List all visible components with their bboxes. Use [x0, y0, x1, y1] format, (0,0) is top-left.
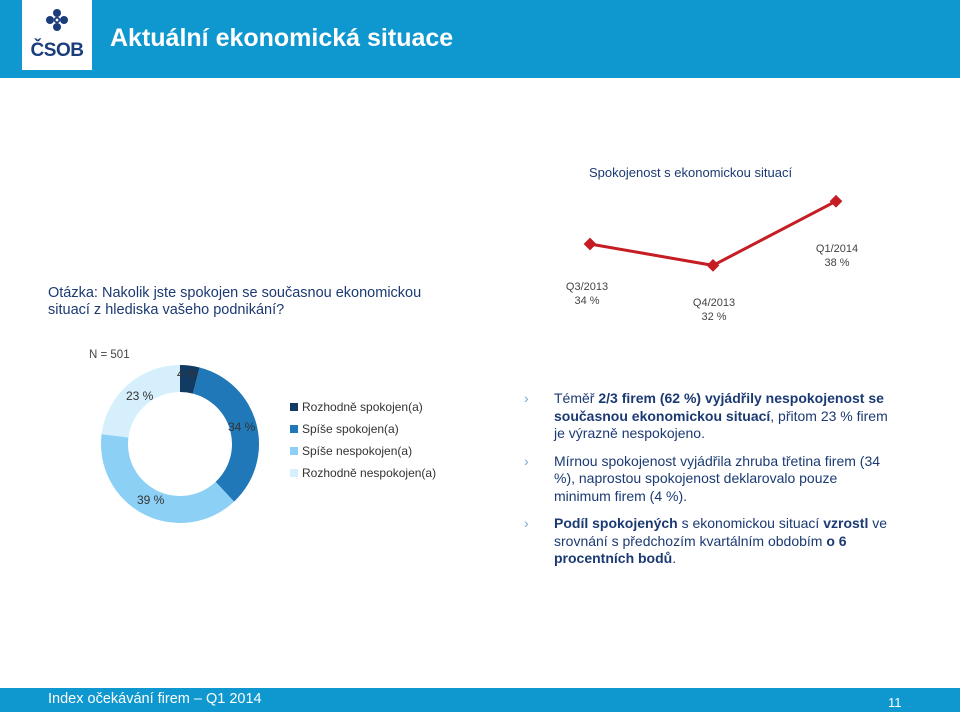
line-chart-title: Spokojenost s ekonomickou situací [589, 165, 793, 180]
finding-3 [524, 515, 894, 568]
donut-slice-2 [193, 367, 259, 501]
key-findings [524, 390, 894, 578]
donut-value-label-1: 4 % [177, 367, 198, 381]
finding-text-bold: o 6 procentních bodů [554, 532, 847, 566]
survey-question: Otázka: Nakolik jste spokojen se současnou ekonomickou situací z hlediska vašeho podnikání? [48, 285, 422, 318]
legend-swatch [290, 469, 298, 477]
legend-label: Spíše spokojen(a) [302, 422, 399, 436]
finding-text: Mírnou spokojenost vyjádřila zhruba třetina firem (34 %), naprostou spokojenost deklarovalo pouze minimum firem (4 %). [554, 452, 881, 504]
legend-item [290, 396, 436, 418]
finding-2 [524, 453, 894, 506]
finding-text-bold: vzrostl [823, 515, 869, 531]
donut-value-label-3: 39 % [137, 493, 165, 507]
chevron-right-icon: › [524, 390, 529, 406]
donut-value-label-2: 34 % [228, 420, 256, 434]
line-x-label: Q1/2014 [815, 243, 859, 255]
line-x-label: Q3/2013 [565, 281, 609, 293]
legend-label: Spíše nespokojen(a) [302, 444, 413, 458]
donut-value-label-4: 23 % [126, 389, 154, 403]
donut-legend [290, 396, 436, 484]
line-value-label: 34 % [574, 295, 600, 307]
legend-item [290, 462, 436, 484]
footer-bar [0, 688, 960, 712]
legend-swatch [290, 425, 298, 433]
legend-item [290, 418, 436, 440]
line-value-label: 32 % [701, 311, 727, 323]
legend-swatch [290, 403, 298, 411]
finding-1 [524, 390, 894, 443]
finding-text-bold: Podíl spokojených [554, 515, 678, 531]
page-title: Aktuální ekonomická situace [110, 24, 454, 52]
chevron-right-icon: › [524, 515, 529, 531]
donut-slice-3 [101, 434, 234, 523]
legend-label: Rozhodně spokojen(a) [302, 400, 423, 414]
sample-size: N = 501 [89, 349, 130, 361]
finding-text: Téměř [554, 390, 599, 406]
finding-text: . [672, 550, 677, 566]
finding-text: s ekonomickou situací [677, 515, 824, 531]
footer-title: Index očekávání firem – Q1 2014 [48, 691, 262, 707]
legend-label: Rozhodně nespokojen(a) [302, 466, 437, 480]
chevron-right-icon: › [524, 452, 529, 469]
finding-text-bold: 2/3 firem (62 %) vyjádřily nespokojenost se současnou ekonomickou situací [554, 390, 884, 424]
legend-swatch [290, 447, 298, 455]
line-x-label: Q4/2013 [692, 297, 736, 309]
finding-text: , přitom 23 % firem je výrazně nespokojeno. [554, 407, 888, 441]
line-value-label: 38 % [824, 257, 850, 269]
page-number: 11 [888, 695, 902, 710]
logo-text: ČSOB [30, 40, 84, 61]
finding-text: ve srovnání s předchozím kvartálním obdobím [554, 515, 888, 549]
legend-item [290, 440, 436, 462]
